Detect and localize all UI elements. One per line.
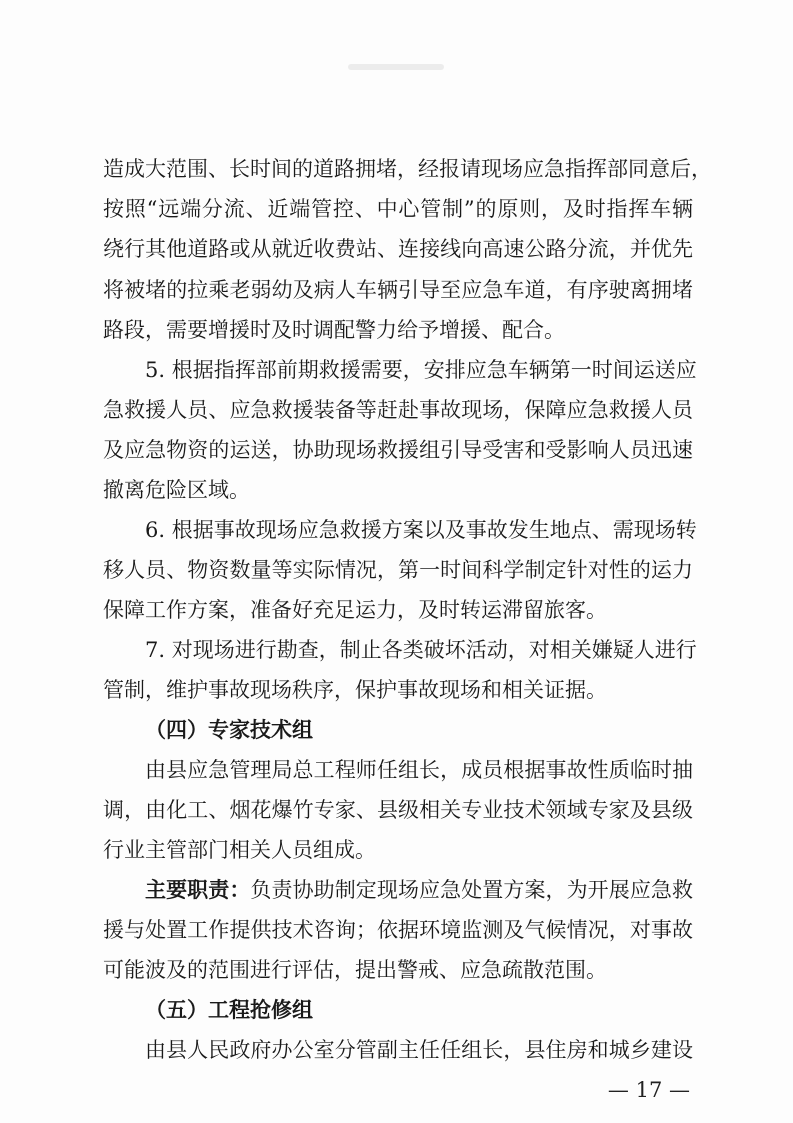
paragraph-line: 管制，维护事故现场秩序，保护事故现场和相关证据。	[103, 678, 607, 702]
bleed-through-mark	[348, 64, 444, 70]
paragraph-line: 绕行其他道路或从就近收费站、连接线向高速公路分流，并优先	[103, 237, 693, 261]
paragraph-line: 援与处置工作提供技术咨询；依据环境监测及气候情况，对事故	[103, 918, 693, 942]
paragraph-line: 可能波及的范围进行评估，提出警戒、应急疏散范围。	[103, 958, 607, 982]
duties-line	[145, 873, 693, 907]
paragraph-line: 将被堵的拉乘老弱幼及病人车辆引导至应急车道，有序驶离拥堵	[103, 278, 693, 302]
list-item-6: 6. 根据事故现场应急救援方案以及事故发生地点、需现场转	[145, 518, 697, 542]
paragraph-line: 造成大范围、长时间的道路拥堵，经报请现场应急指挥部同意后，	[103, 157, 712, 181]
paragraph-line: 撤离危险区域。	[103, 478, 250, 502]
paragraph-line: 调，由化工、烟花爆竹专家、县级相关专业技术领域专家及县级	[103, 798, 693, 822]
paragraph-line: 及应急物资的运送，协助现场救援组引导受害和受影响人员迅速	[103, 438, 693, 462]
duties-text: 负责协助制定现场应急处置方案，为开展应急救	[250, 878, 694, 902]
section-heading-expert-group: （四）专家技术组	[145, 718, 313, 742]
list-item-5: 5. 根据指挥部前期救援需要，安排应急车辆第一时间运送应	[145, 358, 697, 382]
paragraph-line: 急救援人员、应急救援装备等赶赴事故现场，保障应急救援人员	[103, 398, 693, 422]
section-heading-engineering-group: （五）工程抢修组	[145, 998, 313, 1022]
paragraph-line: 由县人民政府办公室分管副主任任组长，县住房和城乡建设	[145, 1038, 693, 1062]
paragraph-line: 保障工作方案，准备好充足运力，及时转运滞留旅客。	[103, 598, 607, 622]
paragraph-line: 移人员、物资数量等实际情况，第一时间科学制定针对性的运力	[103, 558, 693, 582]
duties-label: 主要职责：	[145, 878, 251, 902]
list-item-7: 7. 对现场进行勘查，制止各类破坏活动，对相关嫌疑人进行	[145, 638, 697, 662]
paragraph-line: 由县应急管理局总工程师任组长，成员根据事故性质临时抽	[145, 758, 693, 782]
paragraph-line: 按照“远端分流、近端管控、中心管制”的原则，及时指挥车辆	[103, 197, 693, 221]
paragraph-line: 路段，需要增援时及时调配警力给予增援、配合。	[103, 318, 565, 342]
paragraph-line: 行业主管部门相关人员组成。	[103, 838, 376, 862]
page-number: — 17 —	[607, 1078, 690, 1102]
